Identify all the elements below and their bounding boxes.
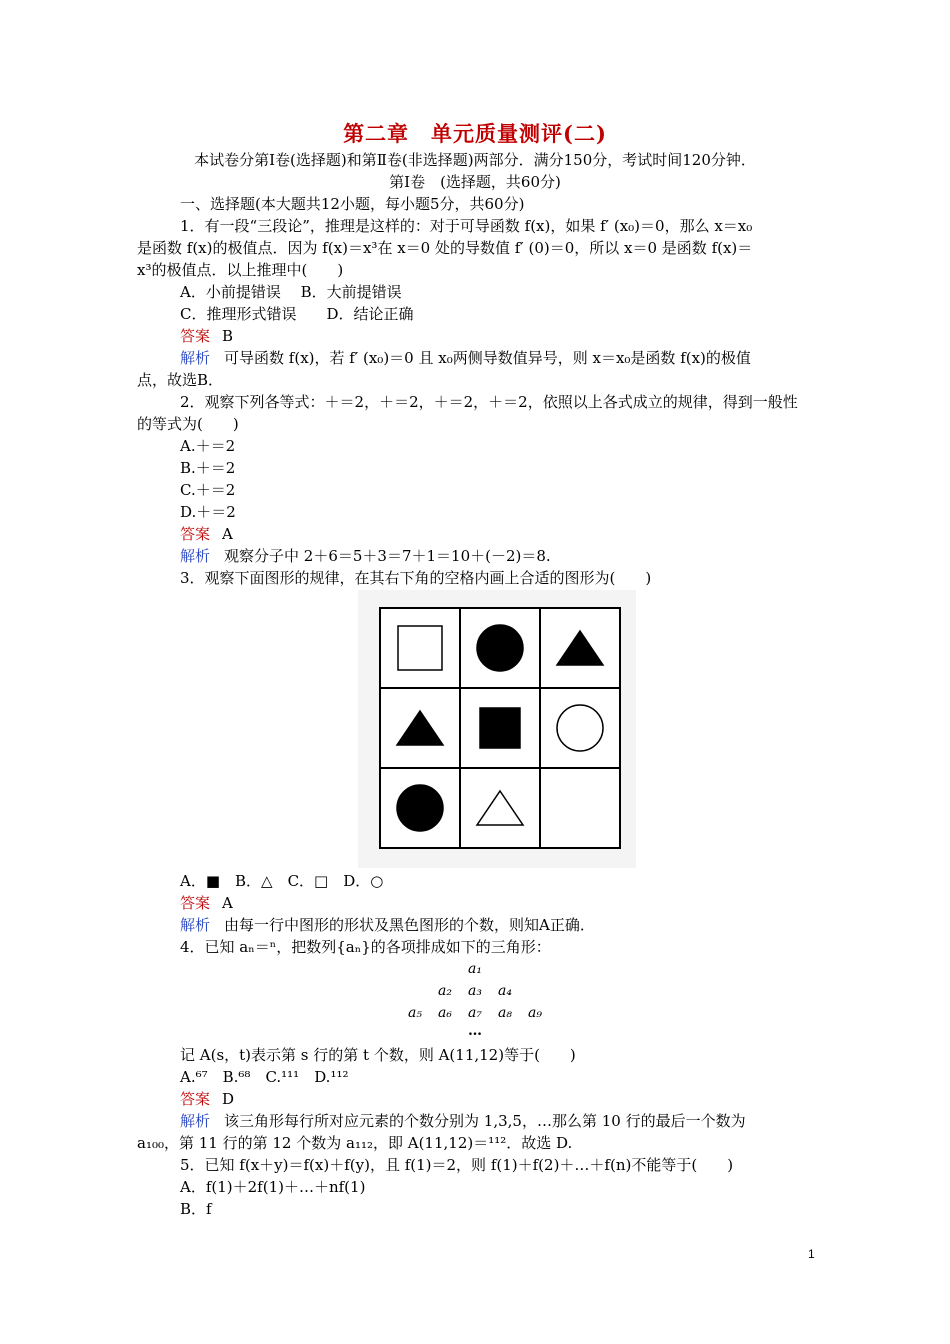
page-title: 第二章 单元质量测评(二) [343, 121, 607, 146]
q1-explain-text-1: 可导函数 f(x)，若 f′ (x₀)＝0 且 x₀两侧导数值异号，则 x＝x₀是函数 f(x)的极值 [224, 349, 751, 367]
triangle-term: a₉ [528, 1005, 542, 1021]
q4-answer-value: D [222, 1090, 235, 1108]
explain-label: 解析 [180, 916, 211, 934]
q1-stem-line3: x³的极值点．以上推理中( ) [137, 261, 344, 279]
q5-stem: 5．已知 f(x＋y)＝f(x)＋f(y)，且 f(1)＝2，则 f(1)＋f(2)＋…＋f(n)不能等于( ) [180, 1156, 734, 1174]
section-header: 一、选择题(本大题共12小题，每小题5分，共60分) [180, 195, 525, 213]
q1-explanation [180, 347, 860, 369]
triangle-ellipsis: … [468, 1023, 482, 1039]
q2-stem-line2: 的等式为( ) [137, 415, 239, 433]
q1-options-cd: C．推理形式错误 D．结论正确 [180, 305, 414, 323]
q4-answer [180, 1088, 860, 1110]
triangle-term: a₂ [438, 983, 452, 999]
part1-header: 第Ⅰ卷 (选择题，共60分) [389, 173, 561, 191]
q2-explain-text: 观察分子中 2＋6＝5＋3＝7＋1＝10＋(－2)＝8. [224, 547, 551, 565]
q1-options-ab: A．小前提错误 B．大前提错误 [180, 283, 402, 301]
answer-label: 答案 [180, 525, 211, 543]
hollow-circle-shape [557, 705, 603, 751]
q2-option-d: D.＋＝2 [180, 503, 236, 521]
triangle-term: a₃ [468, 983, 482, 999]
triangle-term: a₈ [498, 1005, 512, 1021]
q4-explanation [180, 1110, 860, 1132]
q3-explanation [180, 914, 860, 936]
q1-answer [180, 325, 860, 347]
hollow-square-shape [398, 626, 442, 670]
q2-explanation [180, 545, 860, 567]
q1-stem-line2: 是函数 f(x)的极值点．因为 f(x)＝x³在 x＝0 处的导数值 f′ (0)＝0，所以 x＝0 是函数 f(x)＝ [137, 239, 753, 257]
q2-answer-value: A [222, 525, 233, 543]
triangle-term: a₅ [408, 1005, 422, 1021]
q5-option-a: A．f(1)＋2f(1)＋…＋nf(1) [180, 1178, 366, 1196]
q4-stem-line2: 记 A(s，t)表示第 s 行的第 t 个数，则 A(11,12)等于( ) [180, 1046, 576, 1064]
filled-circle-shape [397, 785, 443, 831]
q2-stem-line1: 2．观察下列各等式：＋＝2，＋＝2，＋＝2，＋＝2，依照以上各式成立的规律，得到一般性 [180, 393, 798, 411]
q4-options: A.⁶⁷ B.⁶⁸ C.¹¹¹ D.¹¹² [180, 1068, 349, 1086]
q2-option-c: C.＋＝2 [180, 481, 236, 499]
answer-label: 答案 [180, 894, 211, 912]
explain-label: 解析 [180, 547, 211, 565]
q2-answer [180, 523, 860, 545]
explain-label: 解析 [180, 1112, 211, 1130]
answer-label: 答案 [180, 1090, 211, 1108]
filled-circle-shape [477, 625, 523, 671]
q3-answer-value: A [222, 894, 233, 912]
q4-stem: 4．已知 aₙ＝ⁿ，把数列{aₙ}的各项排成如下的三角形： [180, 938, 551, 956]
q3-answer [180, 892, 860, 914]
q2-option-a: A.＋＝2 [180, 437, 236, 455]
q2-option-b: B.＋＝2 [180, 459, 236, 477]
q4-explain-text-2: a₁₀₀，第 11 行的第 12 个数为 a₁₁₂，即 A(11,12)＝¹¹²．故选 D. [137, 1134, 573, 1152]
answer-label: 答案 [180, 327, 211, 345]
q3-stem: 3．观察下面图形的规律，在其右下角的空格内画上合适的图形为( ) [180, 569, 652, 587]
filled-square-shape [480, 708, 520, 748]
q4-explain-text-1: 该三角形每行所对应元素的个数分别为 1,3,5，…那么第 10 行的最后一个数为 [224, 1112, 746, 1130]
q3-options: A．■ B．△ C．□ D．○ [180, 872, 384, 890]
exam-intro: 本试卷分第Ⅰ卷(选择题)和第Ⅱ卷(非选择题)两部分．满分150分，考试时间120分钟． [194, 151, 756, 169]
explain-label: 解析 [180, 349, 211, 367]
q3-grid-svg [358, 590, 636, 868]
q3-explain-text: 由每一行中图形的形状及黑色图形的个数，则知A正确． [224, 916, 595, 934]
q3-figure-grid [358, 590, 636, 868]
triangle-term: a₆ [438, 1005, 452, 1021]
q5-option-b: B．f [180, 1200, 212, 1218]
triangle-row-1 [0, 958, 950, 980]
q1-stem-line1: 1．有一段“三段论”，推理是这样的：对于可导函数 f(x)，如果 f′ (x₀)＝0，那么 x＝x₀ [180, 217, 753, 235]
triangle-term: a₄ [498, 983, 512, 999]
q1-answer-value: B [222, 327, 234, 345]
triangle-term: a₇ [468, 1005, 482, 1021]
page-number: 1 [808, 1247, 815, 1261]
triangle-row-2 [0, 980, 950, 1002]
q1-explain-text-2: 点，故选B． [137, 371, 224, 389]
triangle-term: a₁ [468, 961, 482, 977]
